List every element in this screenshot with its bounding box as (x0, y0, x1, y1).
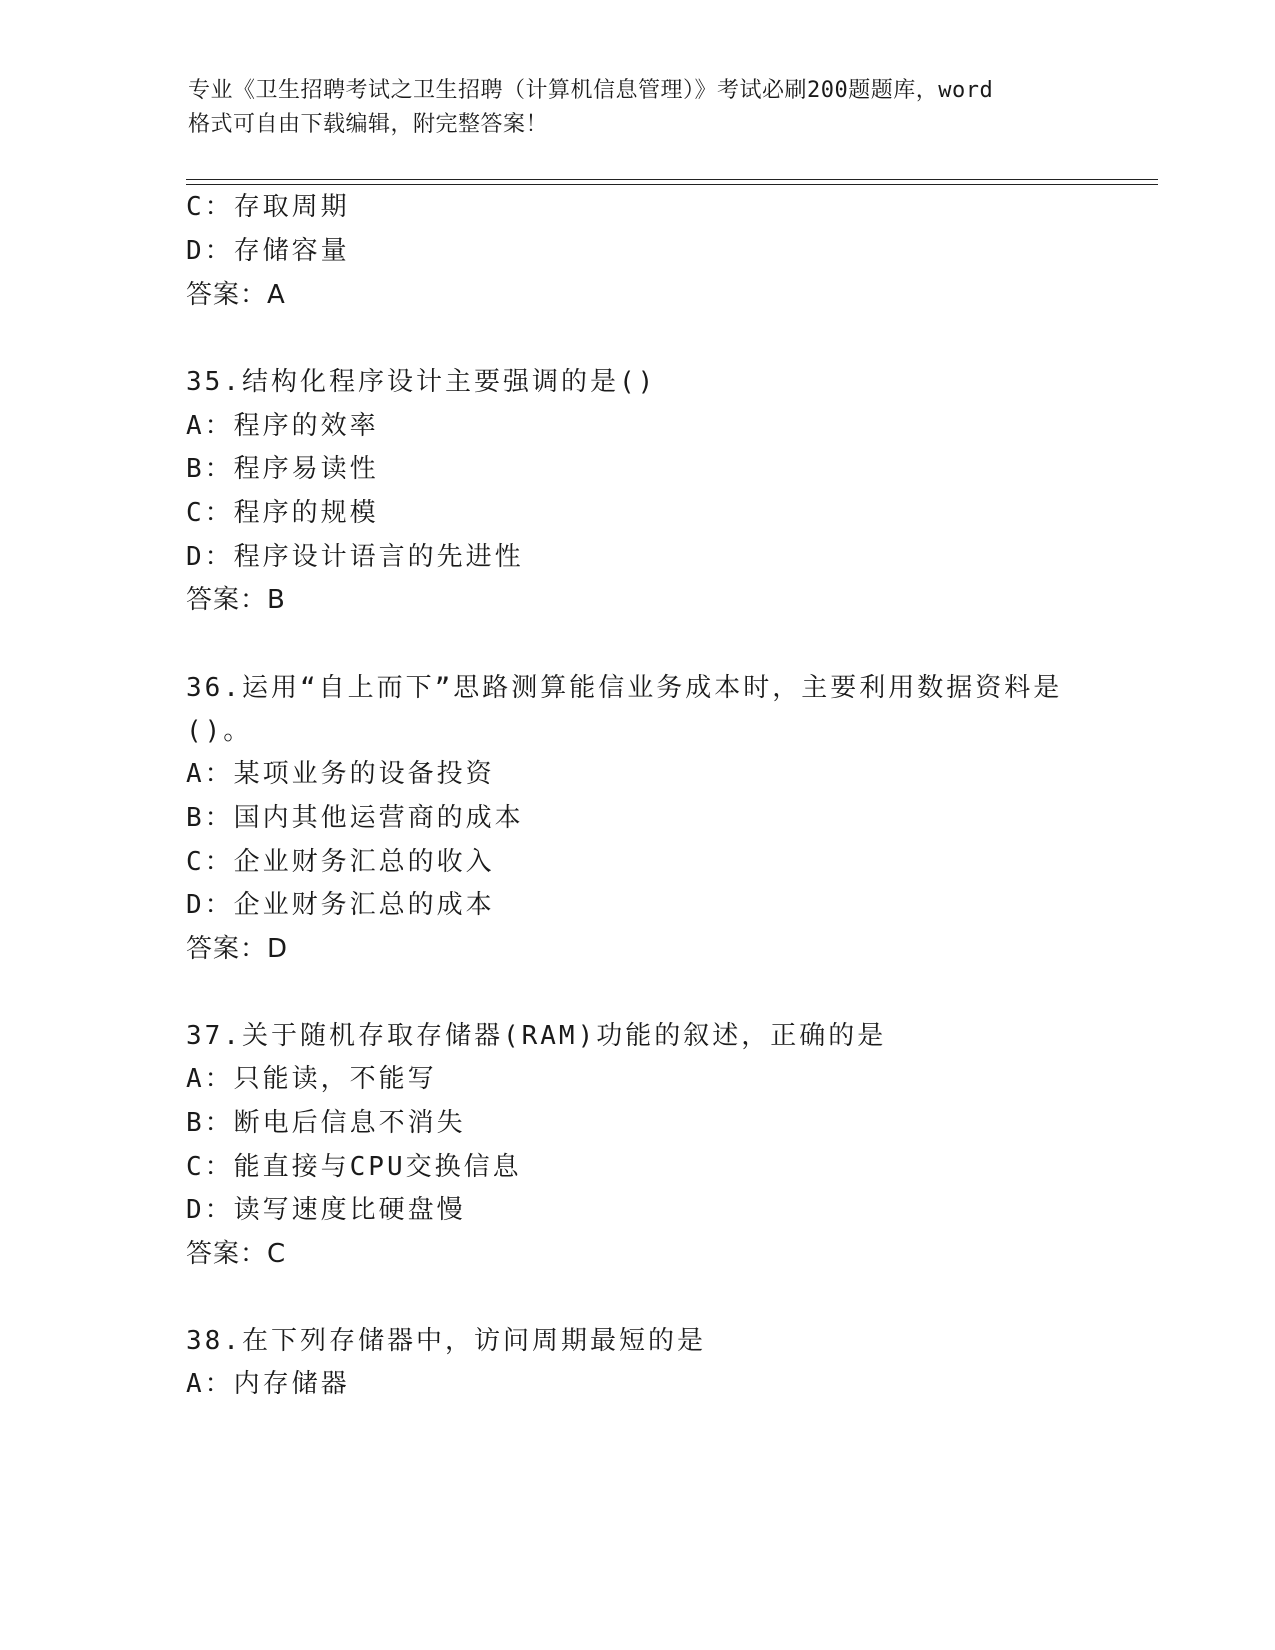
q37-option-b: B：断电后信息不消失 (186, 1108, 466, 1138)
q38-question: 38.在下列存储器中，访问周期最短的是 (186, 1326, 706, 1356)
prev-option-d: D：存储容量 (186, 236, 350, 266)
q37-answer: 答案：C (186, 1239, 287, 1269)
q37-question: 37.关于随机存取存储器(RAM)功能的叙述，正确的是 (186, 1021, 887, 1051)
header-title-line-1: 专业《卫生招聘考试之卫生招聘（计算机信息管理）》考试必刷200题题库，word (188, 78, 994, 103)
q36-option-c: C：企业财务汇总的收入 (186, 847, 495, 877)
header-title-line-2: 格式可自由下载编辑，附完整答案！ (188, 112, 549, 137)
q36-answer: 答案：D (186, 934, 289, 964)
q37-option-c: C：能直接与CPU交换信息 (186, 1152, 522, 1182)
q36-option-b: B：国内其他运营商的成本 (186, 803, 524, 833)
prev-answer: 答案：A (186, 280, 286, 310)
q36-question-line-2: ()。 (186, 716, 253, 746)
q35-answer: 答案：B (186, 585, 286, 615)
q35-question: 35.结构化程序设计主要强调的是() (186, 367, 657, 397)
q36-option-d: D：企业财务汇总的成本 (186, 890, 495, 920)
q35-option-a: A：程序的效率 (186, 411, 379, 441)
q35-option-b: B：程序易读性 (186, 454, 379, 484)
prev-option-c: C：存取周期 (186, 192, 350, 222)
q37-option-d: D：读写速度比硬盘慢 (186, 1195, 466, 1225)
q36-option-a: A：某项业务的设备投资 (186, 759, 495, 789)
header-divider-top (186, 179, 1158, 180)
document-header (188, 74, 1088, 142)
q36-question-line-1: 36.运用“自上而下”思路测算能信业务成本时，主要利用数据资料是 (186, 673, 1063, 703)
header-divider-bottom (186, 184, 1158, 185)
q35-option-c: C：程序的规模 (186, 498, 379, 528)
q35-option-d: D：程序设计语言的先进性 (186, 542, 524, 572)
q37-option-a: A：只能读，不能写 (186, 1064, 437, 1094)
q38-option-a: A：内存储器 (186, 1369, 350, 1399)
